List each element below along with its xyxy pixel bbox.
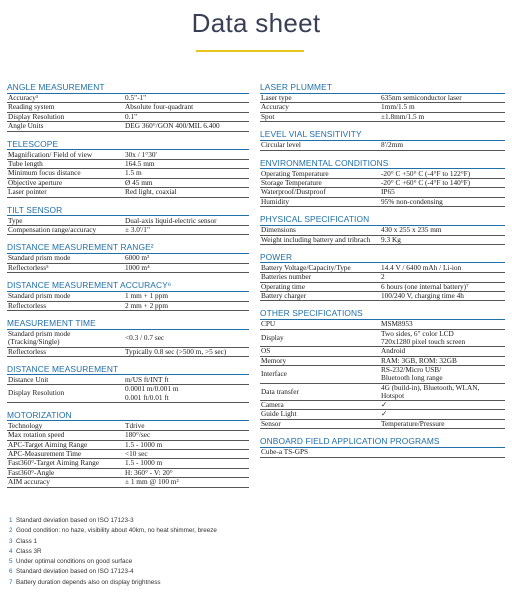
spec-label: Standard prism mode	[8, 254, 71, 263]
spec-value: 0.5"-1"	[125, 94, 147, 102]
spec-value: 635nm semiconductor laser	[381, 94, 462, 102]
spec-value	[378, 366, 505, 382]
spec-value: Absolute four-quadrant	[125, 103, 194, 112]
spec-label: Batteries number	[261, 273, 312, 282]
section-title: LEVEL VIAL SENSITIVITY	[260, 129, 505, 141]
spec-label: Memory	[261, 356, 287, 365]
spec-row	[7, 302, 249, 311]
footnote-number: 6	[9, 568, 13, 576]
spec-value: 1mm/1.5 m	[381, 103, 415, 112]
spec-value: 14.4 V / 6400 mAh / Li-ion	[381, 263, 462, 272]
spec-label: Operating Temperature	[261, 169, 329, 178]
spec-label: Cube-a TS-GPS	[261, 448, 309, 457]
section-laser-plummet	[260, 82, 505, 122]
section-telescope	[7, 139, 249, 198]
section-level-vial-sensitivity	[260, 129, 505, 150]
spec-row	[260, 292, 505, 301]
spec-row	[260, 226, 505, 235]
spec-row	[7, 385, 249, 402]
spec-row	[260, 94, 505, 103]
spec-label: Battery charger	[261, 292, 307, 301]
spec-value: 6 hours (one internal battery)⁷	[381, 282, 469, 291]
spec-label: Spot	[261, 112, 275, 121]
spec-label: Humidity	[261, 197, 289, 206]
spec-row	[7, 103, 249, 112]
spec-row	[260, 347, 505, 356]
spec-row	[7, 330, 249, 347]
spec-value: <0.3 / 0.7 sec	[125, 333, 165, 343]
spec-label: Battery Voltage/Capacity/Type	[261, 263, 351, 272]
spec-label: Dimensions	[261, 226, 296, 235]
spec-label: Fast360°-Target Aiming Range	[8, 459, 100, 468]
spec-label: Laser type	[261, 94, 292, 102]
spec-row	[260, 330, 505, 347]
section-title: TILT SENSOR	[7, 205, 249, 217]
footnote-text: Good condition: no haze, visibility about 40km, no heat shimmer, breeze	[16, 527, 217, 535]
spec-value: ± 3.0'/1"	[125, 226, 150, 235]
spec-row	[260, 320, 505, 329]
spec-value: ± 1 mm @ 100 m²	[125, 478, 179, 487]
spec-row	[7, 441, 249, 450]
spec-row	[7, 113, 249, 122]
spec-label: Standard prism mode (Tracking/Single)	[8, 330, 71, 347]
spec-label: Compensation range/accuracy	[8, 226, 97, 235]
spec-value: 95% non-condensing	[381, 197, 443, 206]
spec-value: 430 x 255 x 235 mm	[381, 226, 442, 235]
spec-label: Reflectorless⁵	[8, 263, 49, 272]
spec-value: <10 sec	[125, 449, 148, 458]
section-title: DISTANCE MEASUREMENT ACCURACY⁶	[7, 280, 249, 292]
spec-row	[7, 179, 249, 188]
spec-row	[260, 273, 505, 282]
spec-value: ±1.8mm/1.5 m	[381, 112, 425, 121]
section-other-specifications	[260, 308, 505, 429]
section-title: MOTORIZATION	[7, 410, 249, 422]
footnotes	[9, 516, 309, 588]
footnote-number: 1	[9, 517, 13, 524]
footnote-text: Standard deviation based on ISO 17123-3	[16, 517, 134, 524]
spec-row	[7, 348, 249, 357]
spec-row	[260, 179, 505, 188]
spec-value: 9.3 Kg	[381, 235, 401, 244]
spec-label: Type	[8, 216, 23, 225]
spec-value: Android	[381, 347, 406, 356]
footnote	[9, 557, 309, 567]
spec-value: Dual-axis liquid-electric sensor	[125, 216, 217, 225]
footnote-number: 7	[9, 578, 13, 586]
section-physical-specification	[260, 214, 505, 245]
spec-label: Data transfer	[261, 386, 299, 396]
section-distance-measurement-accuracy	[7, 280, 249, 311]
spec-value: Typically 0.8 sec (>500 m, >5 sec)	[125, 347, 227, 356]
spec-value: 1.5 - 1000 m	[125, 459, 163, 468]
spec-row	[7, 459, 249, 468]
spec-value	[122, 385, 249, 401]
spec-label: Minimum focus distance	[8, 169, 81, 178]
spec-value: RAM: 3GB, ROM: 32GB	[381, 356, 457, 365]
section-title: DISTANCE MEASUREMENT	[7, 364, 249, 376]
footnote-text: Class 3R	[16, 547, 42, 555]
spec-label: Display	[261, 332, 284, 342]
spec-row	[260, 410, 505, 419]
spec-row	[7, 431, 249, 440]
footnote-number: 5	[9, 558, 13, 566]
spec-value: Temperature/Pressure	[381, 419, 445, 428]
spec-value-line: RS-232/Micro USB/	[381, 366, 442, 375]
spec-label: Magnification/ Field of view	[8, 150, 93, 159]
spec-row	[260, 264, 505, 273]
spec-row	[260, 448, 505, 457]
spec-value: m/US ft/INT ft	[125, 375, 169, 384]
section-onboard-field-application-programs	[260, 436, 505, 457]
spec-value: DEG 360°/GON 400/MIL 6.400	[125, 122, 220, 131]
title-underline	[196, 50, 304, 52]
spec-row	[7, 122, 249, 131]
spec-row	[260, 401, 505, 410]
spec-label: Objective aperture	[8, 178, 63, 187]
spec-row	[7, 264, 249, 273]
section-title: ANGLE MEASUREMENT	[7, 82, 249, 94]
footnote	[9, 547, 309, 557]
spec-label: Reflectorless	[8, 347, 47, 356]
spec-label: Fast360°-Angle	[8, 468, 55, 477]
footnote-text: Class 1	[16, 537, 37, 545]
spec-row	[260, 420, 505, 429]
spec-row	[7, 160, 249, 169]
spec-label: Camera	[261, 400, 284, 409]
spec-value: 30x / 1°30'	[125, 150, 157, 159]
spec-value: 2	[381, 273, 385, 282]
section-title: ONBOARD FIELD APPLICATION PROGRAMS	[260, 436, 505, 448]
spec-row	[260, 103, 505, 112]
section-motorization	[7, 410, 249, 488]
spec-row	[7, 188, 249, 197]
spec-value: 6000 m³	[125, 254, 150, 263]
spec-row	[7, 292, 249, 301]
spec-value-line: Two sides, 6" color LCD	[381, 329, 454, 338]
spec-label: Reading system	[8, 103, 55, 112]
spec-value-line: 720x1280 pixel touch screen	[381, 337, 466, 347]
spec-value	[378, 384, 505, 400]
section-power	[260, 252, 505, 302]
spec-value: 2 mm + 2 ppm	[125, 301, 169, 310]
spec-row	[260, 113, 505, 122]
spec-value: 164.5 mm	[125, 160, 155, 169]
spec-value: Ø 45 mm	[125, 178, 153, 187]
footnote	[9, 516, 309, 526]
section-title: ENVIRONMENTAL CONDITIONS	[260, 158, 505, 170]
spec-value: 180°/sec	[125, 431, 151, 440]
spec-value-line: Bluetooth long range	[381, 373, 443, 383]
footnote	[9, 537, 309, 547]
section-title: MEASUREMENT TIME	[7, 318, 249, 330]
spec-row	[260, 357, 505, 366]
section-angle-measurement	[7, 82, 249, 132]
spec-label: CPU	[261, 320, 276, 329]
spec-label: APC-Target Aiming Range	[8, 440, 88, 449]
spec-value: H: 360° - V: 20°	[125, 468, 173, 477]
section-title: OTHER SPECIFICATIONS	[260, 308, 505, 320]
spec-row	[7, 376, 249, 385]
spec-label: Tube length	[8, 160, 43, 169]
spec-value: Tdrive	[125, 421, 145, 430]
spec-value: -20° C +50° C (-4°F to 122°F)	[381, 169, 471, 178]
spec-value: 1.5 m	[125, 169, 142, 178]
spec-value-line: 4G (build-in), Bluetooth, WLAN,	[381, 383, 480, 392]
spec-row	[7, 469, 249, 478]
spec-value	[378, 330, 505, 346]
spec-value: ✓	[381, 410, 388, 419]
spec-row	[260, 198, 505, 207]
spec-label: Accuracy¹	[8, 94, 39, 102]
spec-row	[7, 254, 249, 263]
footnote-number: 2	[9, 527, 13, 535]
spec-value: -20° C +60° C (-4°F to 140°F)	[381, 179, 471, 188]
spec-value: 8'/2mm	[381, 141, 403, 150]
section-distance-measurement-range	[7, 242, 249, 273]
spec-row	[7, 94, 249, 103]
spec-label: Guide Light	[261, 410, 297, 419]
spec-value: 1000 m⁴	[125, 263, 150, 272]
spec-row	[260, 384, 505, 401]
spec-value	[378, 448, 505, 456]
spec-label: OS	[261, 347, 271, 356]
spec-row	[7, 169, 249, 178]
spec-value: 1.5 - 1000 m	[125, 440, 163, 449]
spec-label: Technology	[8, 421, 43, 430]
spec-label: Sensor	[261, 419, 281, 428]
spec-label: Display Resolution	[8, 112, 65, 121]
spec-row	[7, 151, 249, 160]
spec-label: Operating time	[261, 282, 305, 291]
spec-row	[7, 450, 249, 459]
footnote-number: 3	[9, 537, 13, 545]
spec-value: IP65	[381, 188, 395, 197]
spec-label: Display Resolution	[8, 388, 65, 398]
footnote-text: Under optimal conditions on good surface	[16, 558, 133, 566]
spec-label: Distance Unit	[8, 375, 49, 384]
section-distance-measurement	[7, 364, 249, 403]
spec-value-line: 0.001 ft/0.01 ft	[125, 392, 169, 402]
footnote-text: Battery duration depends also on display brightness	[16, 578, 161, 586]
spec-label: Reflectorless	[8, 301, 47, 310]
footnote	[9, 578, 309, 588]
spec-label: APC-Measurement Time	[8, 449, 82, 458]
spec-row	[260, 141, 505, 150]
page-title: Data sheet	[191, 8, 321, 38]
section-title: TELESCOPE	[7, 139, 249, 151]
section-title: PHYSICAL SPECIFICATION	[260, 214, 505, 226]
spec-label: Max rotation speed	[8, 431, 65, 440]
spec-value: MSM8953	[381, 320, 413, 329]
footnote	[9, 526, 309, 536]
spec-label: Waterproof/Dustproof	[261, 188, 326, 197]
section-title: DISTANCE MEASUREMENT RANGE²	[7, 242, 249, 254]
spec-value: 100/240 V, charging time 4h	[381, 292, 464, 301]
spec-value: ✓	[381, 400, 388, 409]
section-measurement-time	[7, 318, 249, 357]
spec-row	[7, 217, 249, 226]
footnote	[9, 567, 309, 577]
left-column	[7, 82, 249, 495]
right-column	[260, 82, 505, 465]
spec-label: Accuracy	[261, 103, 289, 112]
spec-label: Circular level	[261, 141, 301, 150]
spec-row	[260, 283, 505, 292]
section-title: POWER	[260, 252, 505, 264]
section-title: LASER PLUMMET	[260, 82, 505, 94]
section-environmental-conditions	[260, 158, 505, 208]
spec-row	[260, 170, 505, 179]
spec-row	[260, 366, 505, 383]
spec-row	[7, 422, 249, 431]
spec-value: 0.1"	[125, 112, 138, 121]
spec-label: Weight including battery and tribrach	[261, 235, 371, 244]
spec-value-line: Hotspot	[381, 390, 405, 400]
spec-row	[260, 188, 505, 197]
spec-label: Laser pointer	[8, 188, 47, 197]
footnote-text: Standard deviation based on ISO 17123-4	[16, 568, 134, 576]
spec-label: Angle Units	[8, 122, 44, 131]
section-tilt-sensor	[7, 205, 249, 236]
spec-label: Standard prism mode	[8, 292, 71, 301]
spec-value-line: 0.0001 m/0.001 m	[125, 385, 179, 394]
spec-row	[260, 236, 505, 245]
spec-label: Interface	[261, 369, 287, 379]
spec-value: 1 mm + 1 ppm	[125, 292, 169, 301]
spec-row	[7, 478, 249, 487]
spec-row	[7, 226, 249, 235]
footnote-number: 4	[9, 547, 13, 555]
spec-label: Storage Temperature	[261, 179, 322, 188]
spec-label: AIM accuracy	[8, 478, 50, 487]
spec-value: Red light, coaxial	[125, 188, 177, 197]
